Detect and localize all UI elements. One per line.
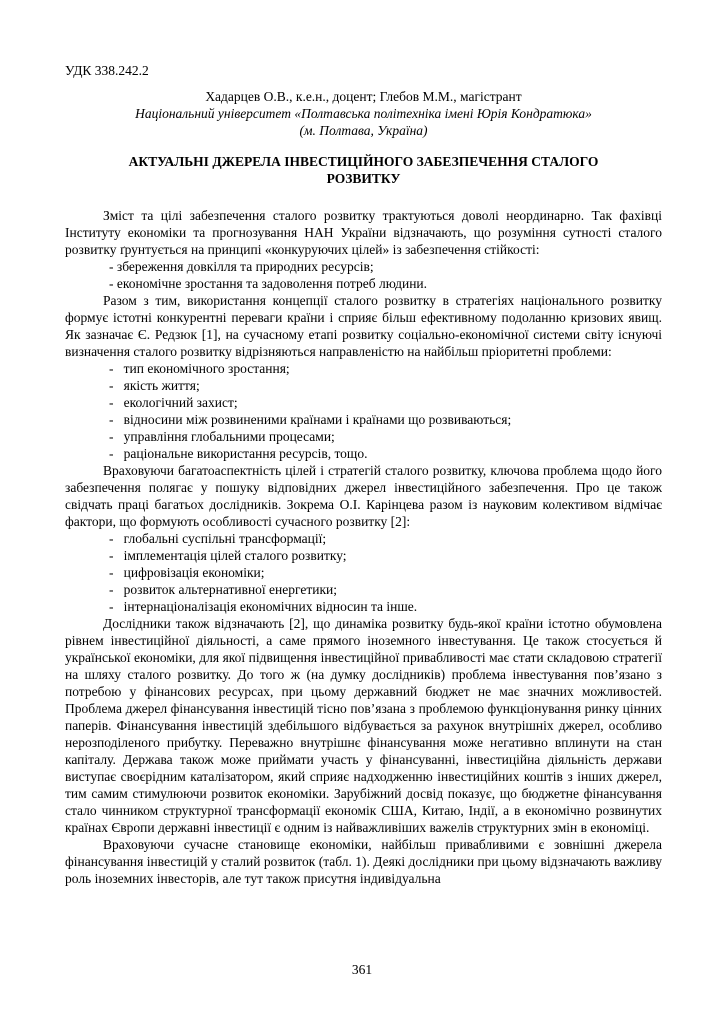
paragraph-concept: Разом з тим, використання концепції сталого розвитку в стратегіях національного розвитку формує істотні конкурентні переваги країни і сприяє більш ефективному подоланню кризових явищ. Як зазначає Є. Редзюк [1], на сучасному етапі розвитку соціально-економічної системи світу існуючі визначення сталого розвитку відрізняються направленістю на найбільш пріоритетні проблеми: — [65, 293, 662, 359]
page-number: 361 — [351, 962, 373, 977]
list-item: - збереження довкілля та природних ресурсів; — [109, 259, 374, 274]
list-item: - розвиток альтернативної енергетики; — [109, 582, 338, 597]
bullet-list-development-factors — [65, 530, 662, 615]
list-item: - раціональне використання ресурсів, тощо. — [109, 446, 368, 461]
paragraph-investment: Дослідники також відзначають [2], що динаміка розвитку будь-якої країни істотно обумовлена рівнем інвестиційної діяльності, а саме прямого іноземного інвестування. Це також стосується й української економіки, для якої підвищення інвестиційної привабливості має стати складовою стратегії на шляху сталого розвитку. До того ж (на думку дослідників) проблема інвестування пов’язано з потребою у фінансових ресурсах, при цьому державний бюджет не має значних можливостей. Проблема джерел фінансування інвестицій тісно пов’язана з проблемою функціонування ринку цінних паперів. Фінансування інвестицій здебільшого відбувається за рахунок внутрішніх джерел, особливо нерозподіленого прибутку. Переважно внутрішнє фінансування може негативно вплинути на стан капіталу. Держава також може приймати участь у фінансуванні, інвестиційна діяльність держави виступає своєрідним каталізатором, який сприяє надходженню інвестиційних коштів з інших джерел, тим самим стимулюючи розвиток економіки. Зарубіжний досвід показує, що бюджетне фінансування стало чинником структурної трансформації економік США, Китаю, Індії, а в економічно розвинутих країнах Європи державні інвестиції є одним із найважливіших важелів структурних змін в економіці. — [65, 616, 662, 835]
affiliation-line: Національний університет «Полтавська політехніка імені Юрія Кондратюка» — [135, 106, 592, 121]
bullet-list-priority-problems — [65, 360, 662, 462]
bullet-list-sustainability-goals — [65, 258, 662, 292]
location-line: (м. Полтава, Україна) — [299, 123, 428, 138]
udk-code: УДК 338.242.2 — [65, 63, 149, 78]
list-item: - інтернаціоналізація економічних відносин та інше. — [109, 599, 418, 614]
authors-line: Хадарцев О.В., к.е.н., доцент; Глебов М.М., магістрант — [205, 89, 522, 104]
list-item: - екологічний захист; — [109, 395, 238, 410]
page-content — [65, 62, 662, 887]
list-item: - глобальні суспільні трансформації; — [109, 531, 327, 546]
list-item: - якість життя; — [109, 378, 200, 393]
paragraph-intro: Зміст та цілі забезпечення сталого розвитку трактуються доволі неординарно. Так фахівці Інституту економіки та прогнозування НАН України відзначають, що розуміння сутності сталого розвитку ґрунтується на принципі «конкуруючих цілей» із забезпечення стійкості: — [65, 208, 662, 257]
list-item: - управління глобальними процесами; — [109, 429, 335, 444]
list-item: - економічне зростання та задоволення потреб людини. — [109, 276, 428, 291]
list-item: - тип економічного зростання; — [109, 361, 290, 376]
list-item: - відносини між розвиненими країнами і країнами що розвиваються; — [109, 412, 512, 427]
list-item: - імплементація цілей сталого розвитку; — [109, 548, 347, 563]
list-item: - цифровізація економіки; — [109, 565, 265, 580]
article-title: АКТУАЛЬНІ ДЖЕРЕЛА ІНВЕСТИЦІЙНОГО ЗАБЕЗПЕЧЕННЯ СТАЛОГО РОЗВИТКУ — [128, 154, 599, 186]
paragraph-conclusion: Враховуючи сучасне становище економіки, найбільш привабливими є зовнішні джерела фінансування інвестицій у сталий розвиток (табл. 1). Деякі дослідники при цьому відзначають важливу роль іноземних інвесторів, але тут також присутня індивідуальна — [65, 837, 662, 886]
paragraph-factors: Враховуючи багатоаспектність цілей і стратегій сталого розвитку, ключова проблема щодо його забезпечення полягає у пошуку відповідних джерел інвестиційного забезпечення. Про це також свідчать праці багатьох дослідників. Зокрема О.І. Карінцева разом із науковим колективом відмічає фактори, що формують особливості сучасного розвитку [2]: — [65, 463, 662, 529]
